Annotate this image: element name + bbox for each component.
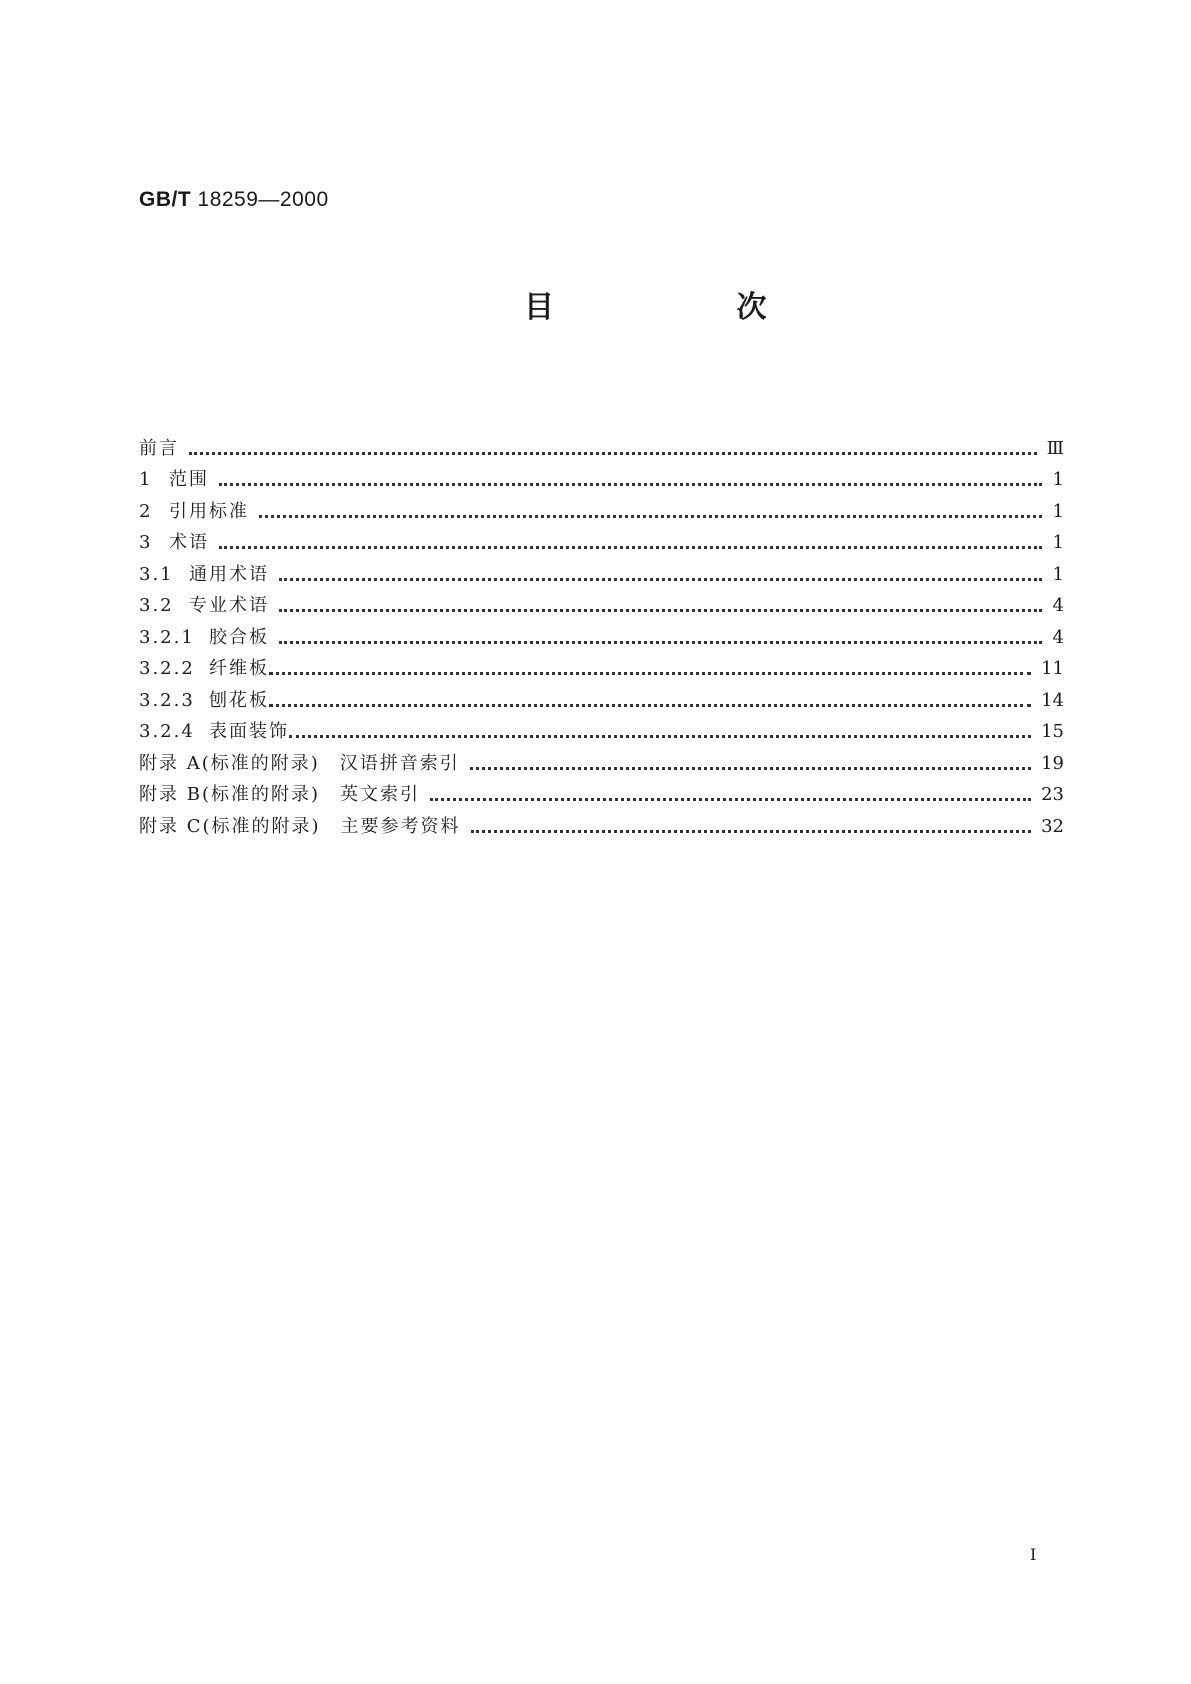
- toc-entry-general-terms[interactable]: [139, 554, 1064, 586]
- toc-entry-page: 19: [1041, 752, 1064, 774]
- toc-entry-scope[interactable]: [139, 460, 1064, 492]
- toc-entry-particleboard[interactable]: [139, 680, 1064, 712]
- toc-entry-page: Ⅲ: [1046, 437, 1064, 459]
- toc-entry-page: 1: [1052, 469, 1064, 490]
- toc-entry-plywood[interactable]: [139, 617, 1064, 649]
- toc-entry-number: 2: [139, 500, 153, 522]
- toc-leader-dots: [470, 767, 1031, 770]
- toc-entry-special-terms[interactable]: [139, 586, 1064, 618]
- toc-entry-surface-decoration[interactable]: [139, 712, 1064, 744]
- toc-leader-dots: [279, 578, 1042, 581]
- toc-entry-page: 15: [1041, 721, 1064, 742]
- toc-entry-page: 23: [1041, 784, 1064, 805]
- toc-entry-normative-references[interactable]: [139, 491, 1064, 523]
- toc-entry-page: 32: [1041, 815, 1064, 837]
- toc-entry-page: 1: [1052, 563, 1064, 585]
- toc-entry-page: 11: [1041, 658, 1064, 679]
- standard-number: [139, 188, 329, 212]
- toc-entry-number: 3.1: [139, 563, 174, 585]
- toc-entry-annex-c[interactable]: [139, 806, 1064, 838]
- toc-entry-title: 通用术语: [189, 563, 269, 585]
- toc-entry-title: 专业术语: [189, 595, 269, 616]
- toc-entry-preface[interactable]: [139, 428, 1064, 460]
- toc-entry-title: 范围: [169, 469, 209, 490]
- toc-heading: 目 次: [524, 290, 853, 325]
- toc-leader-dots: [259, 515, 1042, 518]
- toc-entry-number: 1: [139, 469, 153, 490]
- toc-entry-title: 纤维板: [209, 658, 269, 679]
- toc-entry-number: 3.2.1: [139, 626, 195, 648]
- page-number: Ⅰ: [1030, 1545, 1037, 1564]
- toc-entry-page: 1: [1052, 500, 1064, 522]
- toc-entry-terms[interactable]: [139, 523, 1064, 555]
- toc-entry-number: 附录 B(标准的附录): [139, 784, 320, 805]
- toc-entry-page: 4: [1052, 626, 1064, 648]
- toc-leader-dots: [289, 735, 1031, 738]
- toc-entry-title: 主要参考资料: [340, 815, 461, 837]
- toc-leader-dots: [471, 830, 1032, 833]
- toc-entry-page: 4: [1052, 595, 1064, 616]
- toc-entry-number: 3.2.3: [139, 689, 195, 711]
- toc-entry-annex-b[interactable]: [139, 775, 1064, 807]
- toc-leader-dots: [279, 641, 1042, 644]
- toc-entry-title: 前言: [139, 437, 179, 459]
- toc-entry-number: 3.2.2: [139, 658, 195, 679]
- toc-entry-number: 附录 A(标准的附录): [139, 752, 320, 774]
- toc-leader-dots: [219, 546, 1042, 549]
- toc-entry-title: 刨花板: [209, 689, 269, 711]
- toc-entry-title: 英文索引: [340, 784, 420, 805]
- toc-entry-title: 表面装饰: [209, 721, 289, 742]
- standard-code: 18259—2000: [197, 188, 329, 211]
- toc-entry-title: 引用标准: [169, 500, 249, 522]
- toc-entry-page: 1: [1052, 532, 1064, 553]
- toc-leader-dots: [269, 704, 1031, 707]
- toc-entry-title: 术语: [169, 532, 209, 553]
- table-of-contents: [139, 428, 1064, 838]
- toc-entry-annex-a[interactable]: [139, 743, 1064, 775]
- standard-prefix: GB/T: [139, 188, 192, 211]
- toc-leader-dots: [219, 483, 1042, 486]
- toc-entry-title: 汉语拼音索引: [339, 752, 460, 774]
- toc-entry-fibreboard[interactable]: [139, 649, 1064, 681]
- toc-entry-page: 14: [1041, 689, 1064, 711]
- toc-entry-number: 3.2: [139, 595, 174, 616]
- toc-entry-number: 3: [139, 532, 153, 553]
- toc-entry-number: 附录 C(标准的附录): [139, 815, 321, 837]
- toc-leader-dots: [279, 609, 1042, 612]
- toc-leader-dots: [189, 452, 1037, 455]
- toc-leader-dots: [430, 798, 1031, 801]
- toc-entry-number: 3.2.4: [139, 721, 195, 742]
- toc-entry-title: 胶合板: [209, 626, 269, 648]
- toc-leader-dots: [269, 672, 1031, 675]
